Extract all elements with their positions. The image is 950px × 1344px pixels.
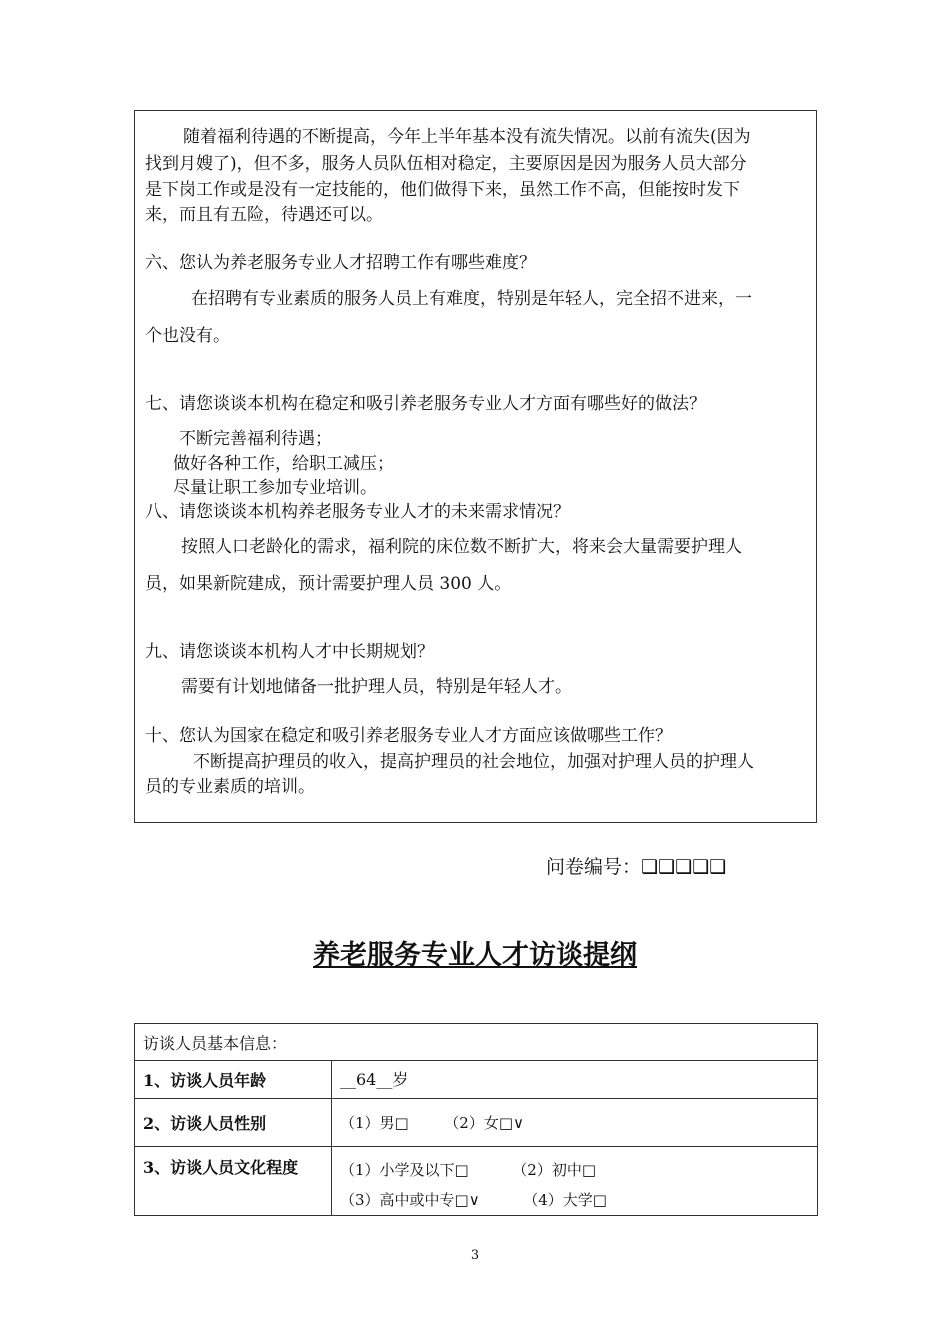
answer-line: 员的专业素质的培训。 <box>145 777 315 797</box>
gender-option-female: （2）女□∨ <box>444 1114 524 1132</box>
answer-line: 不断完善福利待遇； <box>179 429 332 449</box>
gender-label: 2、访谈人员性别 <box>135 1099 332 1147</box>
question-7: 七、请您谈谈本机构在稳定和吸引养老服务专业人才方面有哪些好的做法？ <box>145 394 706 414</box>
answer-line: 是下岗工作或是没有一定技能的，他们做得下来，虽然工作不高，但能按时发下 <box>145 180 740 200</box>
education-options-row <box>340 1185 809 1215</box>
education-option-primary: （1）小学及以下□ <box>340 1161 469 1179</box>
question-6: 六、您认为养老服务专业人才招聘工作有哪些难度？ <box>145 253 536 273</box>
question-10: 十、您认为国家在稳定和吸引养老服务专业人才方面应该做哪些工作？ <box>145 726 672 746</box>
basic-info-table <box>134 1023 818 1216</box>
answer-line: 找到月嫂了)，但不多，服务人员队伍相对稳定，主要原因是因为服务人员大部分 <box>145 154 747 174</box>
table-row <box>135 1024 818 1061</box>
answer-line: 不断提高护理员的收入，提高护理员的社会地位，加强对护理人员的护理人 <box>193 752 754 772</box>
answer-line: 个也没有。 <box>145 326 230 346</box>
answer-line: 做好各种工作，给职工减压； <box>173 454 394 474</box>
education-options-row <box>340 1155 809 1185</box>
gender-options <box>332 1099 818 1147</box>
question-9: 九、请您谈谈本机构人才中长期规划？ <box>145 642 434 662</box>
answer-line: 在招聘有专业素质的服务人员上有难度，特别是年轻人，完全招不进来，一 <box>191 289 752 309</box>
answer-line: 需要有计划地储备一批护理人员，特别是年轻人才。 <box>181 677 572 697</box>
question-8: 八、请您谈谈本机构养老服务专业人才的未来需求情况？ <box>145 502 570 522</box>
questionnaire-number: 问卷编号：❑❑❑❑❑ <box>546 856 727 878</box>
table-row <box>135 1147 818 1216</box>
gender-option-male: （1）男□ <box>340 1114 409 1132</box>
page-number: 3 <box>470 1248 480 1263</box>
answer-line: 随着福利待遇的不断提高，今年上半年基本没有流失情况。以前有流失(因为 <box>183 127 751 147</box>
education-options <box>332 1147 818 1216</box>
basic-info-header: 访谈人员基本信息： <box>135 1024 818 1061</box>
education-label: 3、访谈人员文化程度 <box>135 1147 332 1216</box>
answer-line: 员，如果新院建成，预计需要护理人员 300 人。 <box>145 574 512 594</box>
table-row <box>135 1099 818 1147</box>
age-label: 1、访谈人员年龄 <box>135 1061 332 1099</box>
table-row <box>135 1061 818 1099</box>
answers-box <box>134 110 817 823</box>
answer-line: 来，而且有五险，待遇还可以。 <box>145 205 383 225</box>
answer-line: 按照人口老龄化的需求，福利院的床位数不断扩大，将来会大量需要护理人 <box>181 537 742 557</box>
education-option-university: （4）大学□ <box>523 1191 607 1209</box>
answer-line: 尽量让职工参加专业培训。 <box>173 478 377 498</box>
age-value: __64__岁 <box>332 1061 818 1099</box>
document-title: 养老服务专业人才访谈提纲 <box>313 940 637 971</box>
education-option-senior: （3）高中或中专□∨ <box>340 1191 480 1209</box>
education-option-junior: （2）初中□ <box>512 1161 596 1179</box>
